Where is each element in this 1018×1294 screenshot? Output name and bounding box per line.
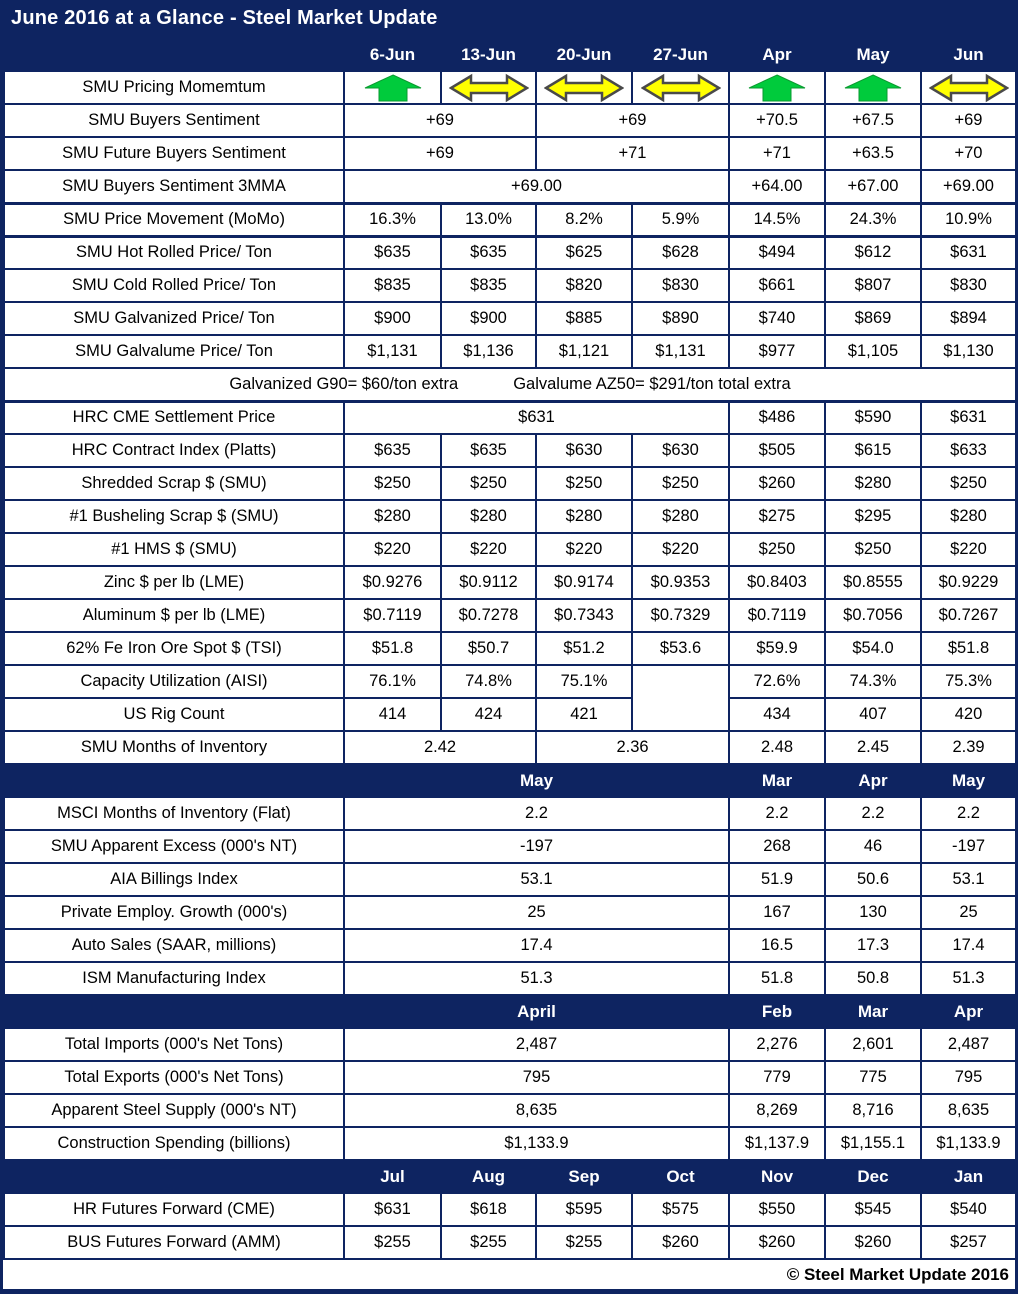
value-cell: $1,121 [536, 335, 632, 368]
month-header-row [4, 1160, 1016, 1193]
table-row [4, 467, 1016, 500]
row-label: SMU Cold Rolled Price/ Ton [4, 269, 344, 302]
column-header [4, 764, 344, 797]
value-cell: $0.7278 [441, 599, 536, 632]
value-cell: 17.3 [825, 929, 921, 962]
row-label: AIA Billings Index [4, 863, 344, 896]
row-label: ISM Manufacturing Index [4, 962, 344, 995]
table-row [4, 500, 1016, 533]
value-cell: $1,105 [825, 335, 921, 368]
value-cell: 775 [825, 1061, 921, 1094]
value-cell: $486 [729, 401, 825, 434]
value-cell: 8,269 [729, 1094, 825, 1127]
table-body [4, 38, 1016, 1259]
table-row [4, 236, 1016, 269]
value-cell: 8,635 [344, 1094, 729, 1127]
table-row [4, 1028, 1016, 1061]
left-right-arrow-icon [929, 73, 1009, 103]
value-cell: $54.0 [825, 632, 921, 665]
value-cell: 2.2 [344, 797, 729, 830]
table-row [4, 1061, 1016, 1094]
table-row [4, 731, 1016, 764]
table-row [4, 665, 1016, 698]
extras-note [4, 368, 1016, 401]
value-cell: $635 [344, 434, 441, 467]
value-cell: $275 [729, 500, 825, 533]
column-header: May [344, 764, 729, 797]
copyright: © Steel Market Update 2016 [3, 1260, 1015, 1289]
column-header: Jul [344, 1160, 441, 1193]
value-cell: +69.00 [344, 170, 729, 203]
column-header: Oct [632, 1160, 729, 1193]
value-cell: 8.2% [536, 203, 632, 236]
value-cell: 268 [729, 830, 825, 863]
table-row [4, 1094, 1016, 1127]
value-cell: $220 [441, 533, 536, 566]
row-label: HRC CME Settlement Price [4, 401, 344, 434]
value-cell: 14.5% [729, 203, 825, 236]
value-cell: $1,130 [921, 335, 1016, 368]
value-cell: 2.42 [344, 731, 536, 764]
value-cell: $257 [921, 1226, 1016, 1259]
hatched-no-data-cell [632, 665, 729, 731]
row-label: Shredded Scrap $ (SMU) [4, 467, 344, 500]
table-row [4, 896, 1016, 929]
value-cell: $260 [632, 1226, 729, 1259]
value-cell: 130 [825, 896, 921, 929]
value-cell: $633 [921, 434, 1016, 467]
value-cell: $0.9229 [921, 566, 1016, 599]
value-cell: $280 [344, 500, 441, 533]
value-cell: $635 [441, 434, 536, 467]
column-header: Apr [825, 764, 921, 797]
value-cell: 51.8 [729, 962, 825, 995]
value-cell: 53.1 [344, 863, 729, 896]
value-cell: 2.36 [536, 731, 729, 764]
value-cell: $50.7 [441, 632, 536, 665]
row-label: Auto Sales (SAAR, millions) [4, 929, 344, 962]
table-row [4, 533, 1016, 566]
row-label: MSCI Months of Inventory (Flat) [4, 797, 344, 830]
row-label: Construction Spending (billions) [4, 1127, 344, 1160]
value-cell: $545 [825, 1193, 921, 1226]
column-header: Nov [729, 1160, 825, 1193]
value-cell: $280 [632, 500, 729, 533]
value-cell: 74.8% [441, 665, 536, 698]
value-cell: $255 [344, 1226, 441, 1259]
value-cell: +64.00 [729, 170, 825, 203]
value-cell: 167 [729, 896, 825, 929]
value-cell: 75.3% [921, 665, 1016, 698]
row-label: SMU Apparent Excess (000's NT) [4, 830, 344, 863]
note-row [4, 368, 1016, 401]
value-cell: 75.1% [536, 665, 632, 698]
value-cell: $631 [921, 236, 1016, 269]
value-cell: $280 [921, 500, 1016, 533]
left-right-arrow-icon [641, 73, 721, 103]
value-cell: $260 [825, 1226, 921, 1259]
month-header-row [4, 764, 1016, 797]
value-cell: $0.7056 [825, 599, 921, 632]
value-cell: +67.00 [825, 170, 921, 203]
row-label: SMU Buyers Sentiment [4, 104, 344, 137]
table-row [4, 269, 1016, 302]
value-cell: $220 [632, 533, 729, 566]
row-label: Zinc $ per lb (LME) [4, 566, 344, 599]
value-cell: +63.5 [825, 137, 921, 170]
value-cell: 16.3% [344, 203, 441, 236]
value-cell: $1,155.1 [825, 1127, 921, 1160]
value-cell: $0.7329 [632, 599, 729, 632]
value-cell: 50.6 [825, 863, 921, 896]
value-cell: $540 [921, 1193, 1016, 1226]
value-cell: 5.9% [632, 203, 729, 236]
row-label: SMU Hot Rolled Price/ Ton [4, 236, 344, 269]
value-cell: 2,487 [921, 1028, 1016, 1061]
momentum-cell [825, 71, 921, 104]
value-cell: $625 [536, 236, 632, 269]
value-cell: $220 [344, 533, 441, 566]
up-arrow-icon [844, 74, 902, 102]
value-cell: $250 [441, 467, 536, 500]
value-cell: $894 [921, 302, 1016, 335]
value-cell: $0.9276 [344, 566, 441, 599]
row-label: HR Futures Forward (CME) [4, 1193, 344, 1226]
value-cell: 74.3% [825, 665, 921, 698]
market-table [3, 37, 1017, 1260]
table-row [4, 863, 1016, 896]
row-label: SMU Buyers Sentiment 3MMA [4, 170, 344, 203]
column-header: Apr [921, 995, 1016, 1028]
value-cell: $595 [536, 1193, 632, 1226]
table-row [4, 632, 1016, 665]
value-cell: $1,136 [441, 335, 536, 368]
row-label: BUS Futures Forward (AMM) [4, 1226, 344, 1259]
value-cell: $260 [729, 1226, 825, 1259]
value-cell: $0.8403 [729, 566, 825, 599]
value-cell: 2.48 [729, 731, 825, 764]
table-row [4, 962, 1016, 995]
value-cell: 779 [729, 1061, 825, 1094]
value-cell: $1,131 [632, 335, 729, 368]
value-cell: $635 [344, 236, 441, 269]
column-header: Jun [921, 38, 1016, 71]
value-cell: $740 [729, 302, 825, 335]
value-cell: 25 [344, 896, 729, 929]
value-cell: $900 [441, 302, 536, 335]
value-cell: 795 [921, 1061, 1016, 1094]
value-cell: $1,133.9 [344, 1127, 729, 1160]
table-row [4, 929, 1016, 962]
value-cell: 24.3% [825, 203, 921, 236]
value-cell: $295 [825, 500, 921, 533]
value-cell: $631 [344, 401, 729, 434]
table-row [4, 1226, 1016, 1259]
row-label: HRC Contract Index (Platts) [4, 434, 344, 467]
value-cell: $1,131 [344, 335, 441, 368]
left-right-arrow-icon [449, 73, 529, 103]
value-cell: +69 [921, 104, 1016, 137]
up-arrow-icon [364, 74, 422, 102]
value-cell: $977 [729, 335, 825, 368]
month-header-row [4, 995, 1016, 1028]
column-header: Aug [441, 1160, 536, 1193]
value-cell: 76.1% [344, 665, 441, 698]
value-cell: $618 [441, 1193, 536, 1226]
value-cell: $0.7267 [921, 599, 1016, 632]
value-cell: 795 [344, 1061, 729, 1094]
value-cell: $635 [441, 236, 536, 269]
value-cell: $0.9174 [536, 566, 632, 599]
table-row [4, 170, 1016, 203]
value-cell: 424 [441, 698, 536, 731]
left-right-arrow-icon [544, 73, 624, 103]
value-cell: 420 [921, 698, 1016, 731]
value-cell: $890 [632, 302, 729, 335]
table-row [4, 104, 1016, 137]
value-cell: 2,601 [825, 1028, 921, 1061]
value-cell: $835 [344, 269, 441, 302]
row-label: US Rig Count [4, 698, 344, 731]
value-cell: $830 [632, 269, 729, 302]
table-row [4, 302, 1016, 335]
value-cell: $250 [536, 467, 632, 500]
row-label: #1 Busheling Scrap $ (SMU) [4, 500, 344, 533]
momentum-cell [921, 71, 1016, 104]
value-cell: -197 [344, 830, 729, 863]
value-cell: 2.2 [825, 797, 921, 830]
column-header: Mar [729, 764, 825, 797]
value-cell: $250 [344, 467, 441, 500]
value-cell: +69 [536, 104, 729, 137]
value-cell: $494 [729, 236, 825, 269]
value-cell: $53.6 [632, 632, 729, 665]
value-cell: 13.0% [441, 203, 536, 236]
table-row [4, 335, 1016, 368]
value-cell: 16.5 [729, 929, 825, 962]
momentum-cell [632, 71, 729, 104]
table-row [4, 1193, 1016, 1226]
value-cell: $630 [536, 434, 632, 467]
column-header: May [921, 764, 1016, 797]
value-cell: $615 [825, 434, 921, 467]
value-cell: $1,133.9 [921, 1127, 1016, 1160]
row-label: SMU Price Movement (MoMo) [4, 203, 344, 236]
row-label: SMU Galvalume Price/ Ton [4, 335, 344, 368]
row-label: Apparent Steel Supply (000's NT) [4, 1094, 344, 1127]
value-cell: $255 [536, 1226, 632, 1259]
month-header-row [4, 38, 1016, 71]
column-header: Mar [825, 995, 921, 1028]
row-label: SMU Pricing Momemtum [4, 71, 344, 104]
row-label: Capacity Utilization (AISI) [4, 665, 344, 698]
value-cell: 72.6% [729, 665, 825, 698]
value-cell: +67.5 [825, 104, 921, 137]
row-label: SMU Galvanized Price/ Ton [4, 302, 344, 335]
value-cell: $250 [632, 467, 729, 500]
value-cell: 51.9 [729, 863, 825, 896]
value-cell: +70 [921, 137, 1016, 170]
table-row [4, 698, 1016, 731]
value-cell: 2.45 [825, 731, 921, 764]
column-header: Feb [729, 995, 825, 1028]
value-cell: -197 [921, 830, 1016, 863]
value-cell: 414 [344, 698, 441, 731]
value-cell: $51.2 [536, 632, 632, 665]
value-cell: $0.7343 [536, 599, 632, 632]
value-cell: 421 [536, 698, 632, 731]
table-row [4, 137, 1016, 170]
value-cell: $1,137.9 [729, 1127, 825, 1160]
value-cell: +71 [729, 137, 825, 170]
row-label: 62% Fe Iron Ore Spot $ (TSI) [4, 632, 344, 665]
value-cell: $255 [441, 1226, 536, 1259]
row-label: Aluminum $ per lb (LME) [4, 599, 344, 632]
value-cell: $590 [825, 401, 921, 434]
table-row [4, 71, 1016, 104]
value-cell: 53.1 [921, 863, 1016, 896]
column-header: 6-Jun [344, 38, 441, 71]
value-cell: $51.8 [921, 632, 1016, 665]
column-header: Sep [536, 1160, 632, 1193]
value-cell: 46 [825, 830, 921, 863]
value-cell: 2.39 [921, 731, 1016, 764]
value-cell: $631 [921, 401, 1016, 434]
value-cell: +69 [344, 104, 536, 137]
column-header: 27-Jun [632, 38, 729, 71]
row-label: SMU Months of Inventory [4, 731, 344, 764]
value-cell: 2.2 [729, 797, 825, 830]
row-label: Total Exports (000's Net Tons) [4, 1061, 344, 1094]
value-cell: 10.9% [921, 203, 1016, 236]
value-cell: $900 [344, 302, 441, 335]
column-header [4, 1160, 344, 1193]
table-row [4, 434, 1016, 467]
value-cell: $869 [825, 302, 921, 335]
column-header: Dec [825, 1160, 921, 1193]
value-cell: $250 [825, 533, 921, 566]
up-arrow-icon [748, 74, 806, 102]
row-label: Total Imports (000's Net Tons) [4, 1028, 344, 1061]
value-cell: $885 [536, 302, 632, 335]
row-label: Private Employ. Growth (000's) [4, 896, 344, 929]
value-cell: $575 [632, 1193, 729, 1226]
table-row [4, 599, 1016, 632]
value-cell: 50.8 [825, 962, 921, 995]
table-row [4, 401, 1016, 434]
column-header: 20-Jun [536, 38, 632, 71]
value-cell: $51.8 [344, 632, 441, 665]
value-cell: +69.00 [921, 170, 1016, 203]
value-cell: $830 [921, 269, 1016, 302]
value-cell: $0.9353 [632, 566, 729, 599]
value-cell: $550 [729, 1193, 825, 1226]
value-cell: +69 [344, 137, 536, 170]
value-cell: $0.8555 [825, 566, 921, 599]
value-cell: $628 [632, 236, 729, 269]
value-cell: $835 [441, 269, 536, 302]
column-header: Jan [921, 1160, 1016, 1193]
row-label: SMU Future Buyers Sentiment [4, 137, 344, 170]
value-cell: $0.7119 [729, 599, 825, 632]
value-cell: $807 [825, 269, 921, 302]
table-row [4, 203, 1016, 236]
value-cell: 8,635 [921, 1094, 1016, 1127]
column-header: 13-Jun [441, 38, 536, 71]
value-cell: $280 [441, 500, 536, 533]
row-label: #1 HMS $ (SMU) [4, 533, 344, 566]
page-title: June 2016 at a Glance - Steel Market Update [3, 0, 1015, 37]
value-cell: $0.9112 [441, 566, 536, 599]
value-cell: $59.9 [729, 632, 825, 665]
value-cell: $250 [729, 533, 825, 566]
column-header [4, 38, 344, 71]
value-cell: $220 [921, 533, 1016, 566]
note-text: Galvalume AZ50= $291/ton total extra [513, 374, 791, 393]
value-cell: $280 [825, 467, 921, 500]
value-cell: 51.3 [344, 962, 729, 995]
value-cell: +71 [536, 137, 729, 170]
column-header [4, 995, 344, 1028]
momentum-cell [441, 71, 536, 104]
momentum-cell [536, 71, 632, 104]
value-cell: $280 [536, 500, 632, 533]
value-cell: $630 [632, 434, 729, 467]
table-row [4, 1127, 1016, 1160]
table-row [4, 830, 1016, 863]
value-cell: 407 [825, 698, 921, 731]
value-cell: 17.4 [921, 929, 1016, 962]
value-cell: 434 [729, 698, 825, 731]
value-cell: $612 [825, 236, 921, 269]
value-cell: $505 [729, 434, 825, 467]
value-cell: 51.3 [921, 962, 1016, 995]
table-row [4, 566, 1016, 599]
value-cell: $260 [729, 467, 825, 500]
value-cell: $820 [536, 269, 632, 302]
table-row [4, 797, 1016, 830]
value-cell: 25 [921, 896, 1016, 929]
momentum-cell [729, 71, 825, 104]
value-cell: 17.4 [344, 929, 729, 962]
value-cell: 2,487 [344, 1028, 729, 1061]
column-header: May [825, 38, 921, 71]
value-cell: $661 [729, 269, 825, 302]
value-cell: 2.2 [921, 797, 1016, 830]
value-cell: $631 [344, 1193, 441, 1226]
note-text: Galvanized G90= $60/ton extra [229, 374, 459, 393]
column-header: Apr [729, 38, 825, 71]
value-cell: $250 [921, 467, 1016, 500]
column-header: April [344, 995, 729, 1028]
momentum-cell [344, 71, 441, 104]
value-cell: $220 [536, 533, 632, 566]
value-cell: 2,276 [729, 1028, 825, 1061]
value-cell: 8,716 [825, 1094, 921, 1127]
value-cell: $0.7119 [344, 599, 441, 632]
value-cell: +70.5 [729, 104, 825, 137]
